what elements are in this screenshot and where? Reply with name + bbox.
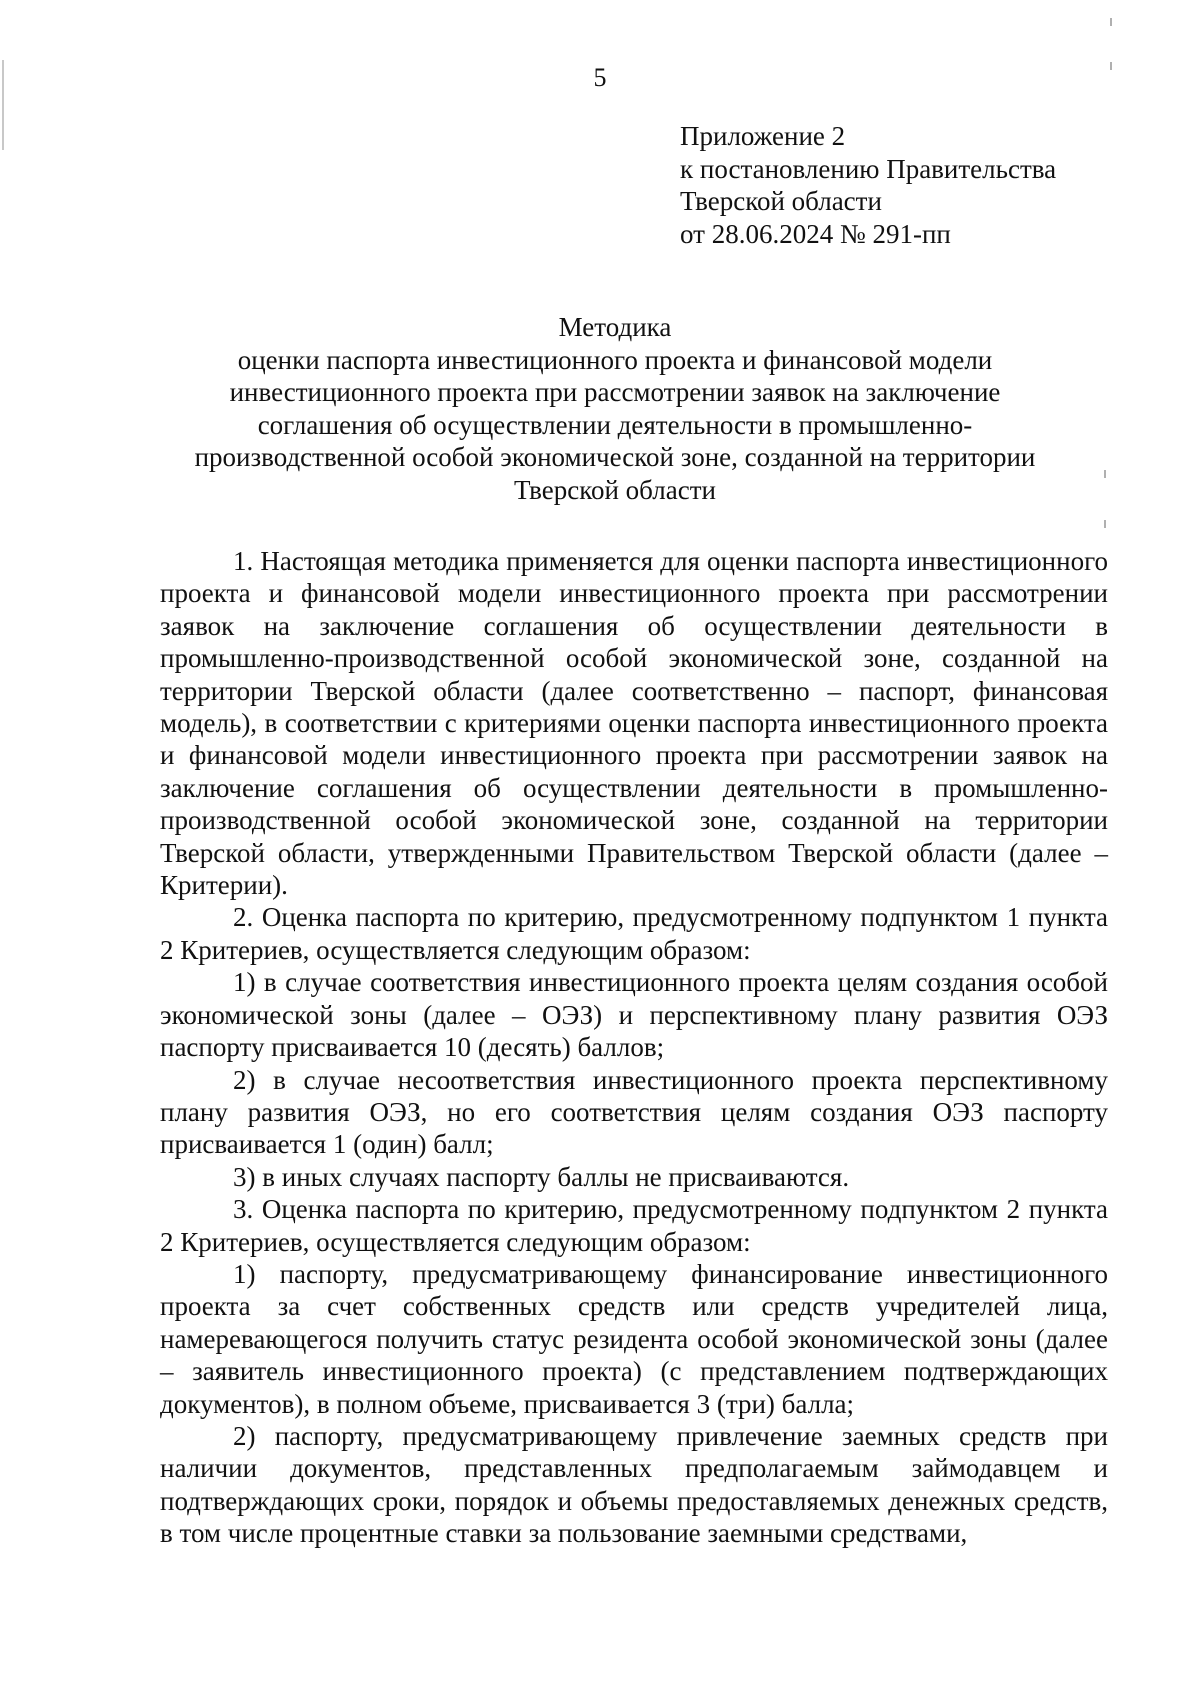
appendix-line: Тверской области: [680, 186, 882, 216]
scan-speck: [1110, 18, 1112, 26]
subparagraph-3-1: 1) паспорту, предусматривающему финансирование инвестиционного проекта за счет собственных средств или средств учредителей лица, намеревающегося получить статус резидента особой экономической зоны (далее – заявитель инвестиционного проекта) (с представлением подтверждающих документов), в полном объеме, присваивается 3 (три) балла;: [160, 1258, 1108, 1419]
subparagraph-3-2: 2) паспорту, предусматривающему привлечение заемных средств при наличии документов, представленных предполагаемым займодавцем и подтверждающих сроки, порядок и объемы предоставляемых денежных средств, в том числе процентные ставки за пользование заемными средствами,: [160, 1420, 1108, 1549]
paragraph-item-2: 2. Оценка паспорта по критерию, предусмотренному подпунктом 1 пункта 2 Критериев, осуществляется следующим образом:: [160, 902, 1108, 965]
title-line: производственной особой экономической зоне, созданной на территории: [194, 442, 1036, 472]
scan-speck: [1104, 470, 1106, 478]
paragraph-item-1: 1. Настоящая методика применяется для оценки паспорта инвестиционного проекта и финансовой модели инвестиционного проекта при рассмотрении заявок на заключение соглашения об осуществлении деятельности в промышленно-производственной особой экономической зоне, созданной на территории Тверской области (далее соответственно – паспорт, финансовая модель), в соответствии с критериями оценки паспорта инвестиционного проекта и финансовой модели инвестиционного проекта при рассмотрении заявок на заключение соглашения об осуществлении деятельности в промышленно-производственной особой экономической зоне, созданной на территории Тверской области, утвержденными Правительством Тверской области (далее – Критерии).: [160, 546, 1108, 901]
title-line: оценки паспорта инвестиционного проекта и финансовой модели: [237, 344, 993, 375]
title-heading: Методика: [558, 312, 672, 342]
title-line: соглашения об осуществлении деятельности в промышленно-: [257, 409, 973, 440]
title-line: Тверской области: [514, 474, 716, 505]
scan-speck: [1104, 520, 1106, 528]
appendix-line: Приложение 2: [680, 121, 846, 151]
appendix-line: от 28.06.2024 № 291-пп: [680, 218, 951, 249]
document-body: [160, 545, 1108, 1550]
subparagraph-2-3: 3) в иных случаях паспорту баллы не присваиваются.: [233, 1161, 850, 1192]
paragraph-item-3: 3. Оценка паспорта по критерию, предусмотренному подпунктом 2 пункта 2 Критериев, осуществляется следующим образом:: [160, 1194, 1108, 1257]
title-line: инвестиционного проекта при рассмотрении заявок на заключение: [229, 377, 1001, 407]
appendix-header: [680, 120, 1056, 250]
document-title: [150, 311, 1080, 506]
page-number: 5: [593, 63, 607, 92]
subparagraph-2-1: 1) в случае соответствия инвестиционного проекта целям создания особой экономической зоны (далее – ОЭЗ) и перспективному плану развития ОЭЗ паспорту присваивается 10 (десять) баллов;: [160, 967, 1108, 1063]
appendix-line: к постановлению Правительства: [680, 153, 1057, 184]
subparagraph-2-2: 2) в случае несоответствия инвестиционного проекта перспективному плану развития ОЭЗ, но его соответствия целям создания ОЭЗ паспорту присваивается 1 (один) балл;: [160, 1064, 1108, 1160]
